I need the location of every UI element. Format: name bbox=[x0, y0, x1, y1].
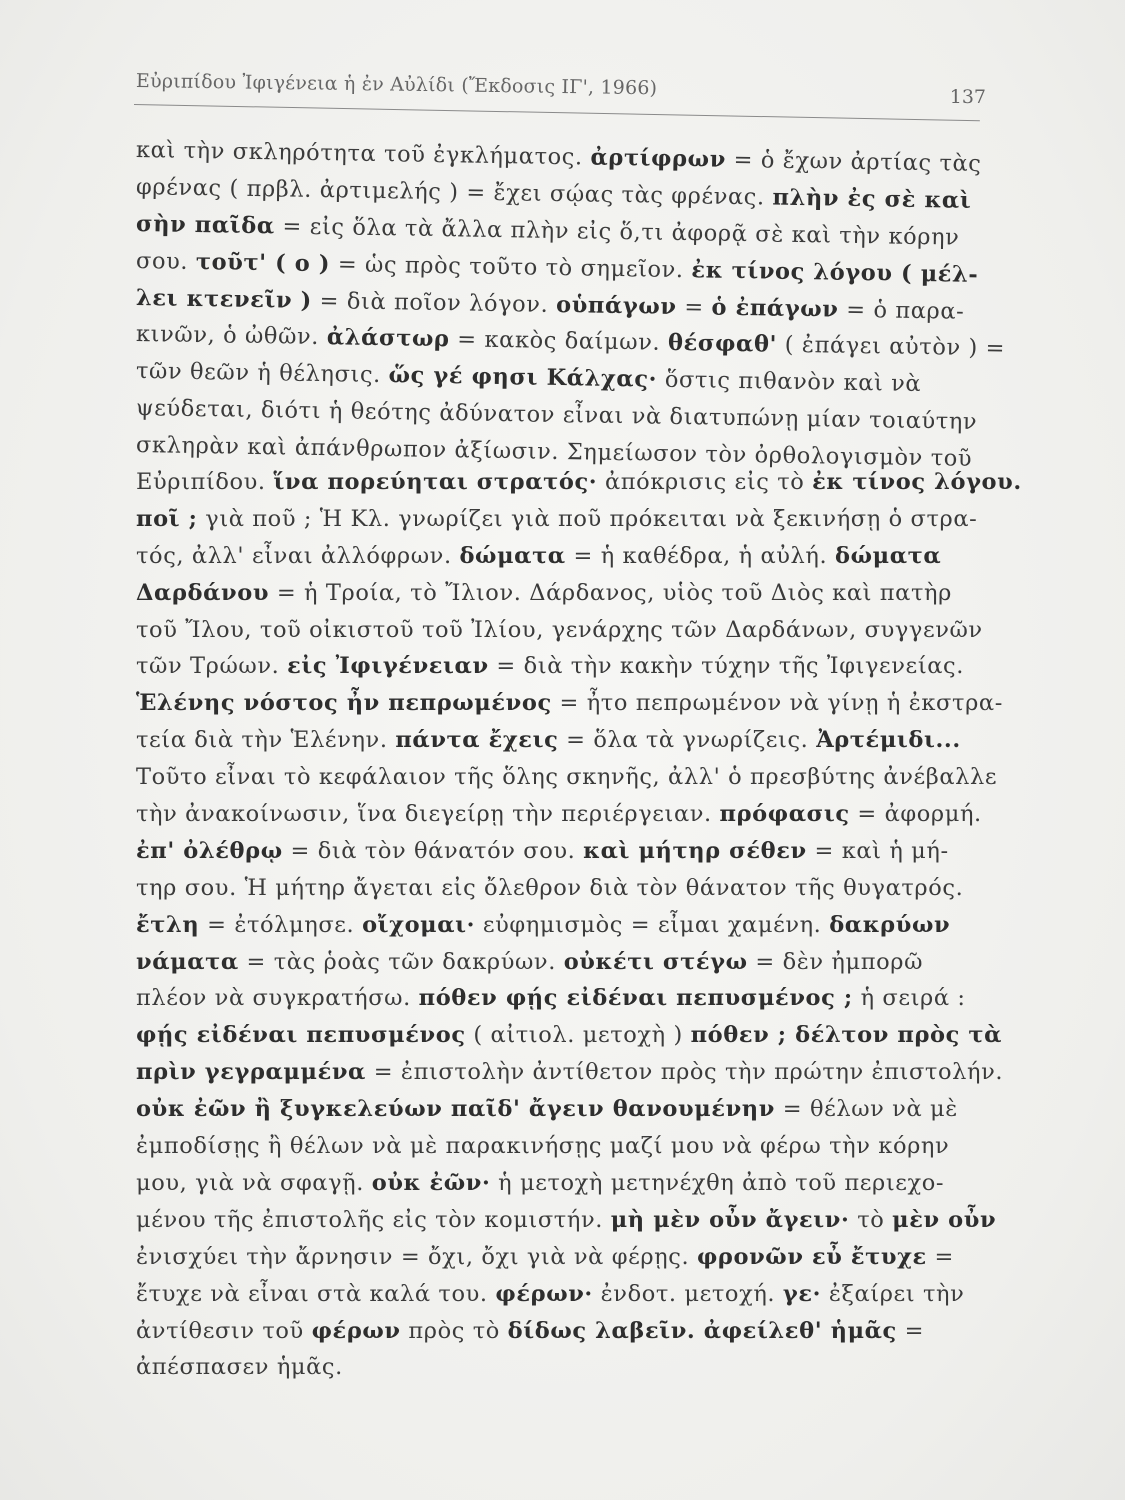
text-line bbox=[136, 1202, 997, 1239]
lemma: ὥς γέ φησι Κάλχας· bbox=[388, 362, 658, 393]
lemma: θέσφαθ' bbox=[667, 330, 778, 359]
lemma: οὑπάγων bbox=[555, 291, 677, 320]
gloss-text: = ἐτόλμησε. bbox=[199, 911, 363, 938]
gloss-text: = ἦτο πεπρωμένον νὰ γίνῃ ἡ ἐκστρα- bbox=[551, 690, 1003, 717]
gloss-text: σκληρὰν καὶ ἀπάνθρωπον ἀξίωσιν. Σημείωσον τὸν ὀρθολογισμὸν τοῦ bbox=[135, 432, 973, 472]
lemma: τοῦτ' ( ο ) bbox=[195, 248, 331, 277]
lemma: ἀλάστωρ bbox=[326, 324, 450, 353]
gloss-text: ἐνισχύει τὴν ἄρνησιν = ὄχι, ὄχι γιὰ νὰ φέρῃς. bbox=[136, 1243, 697, 1270]
lemma: ποῖ ; bbox=[136, 505, 198, 532]
lemma: μὲν οὖν bbox=[892, 1206, 997, 1233]
gloss-text: πρὸς τὸ bbox=[400, 1317, 508, 1344]
gloss-text: = διὰ τὸν θάνατόν σου. bbox=[282, 837, 584, 864]
lemma: φρονῶν εὖ ἔτυχε bbox=[696, 1243, 927, 1270]
lemma: ὁ ἐπάγων bbox=[711, 294, 839, 323]
gloss-text: = εἰς ὅλα τὰ ἄλλα πλὴν εἰς ὅ,τι ἀφορᾷ σὲ καὶ τὴν κόρην bbox=[274, 213, 960, 251]
gloss-text: γιὰ ποῦ ; Ἡ Κλ. γνωρίζει γιὰ ποῦ πρόκειται νὰ ξεκινήσῃ ὁ στρα- bbox=[197, 505, 978, 532]
gloss-text: τὸ bbox=[849, 1206, 893, 1233]
lemma: ἐκ τίνος λόγου. bbox=[812, 469, 1022, 496]
lemma: οὐκ ἐῶν· bbox=[371, 1169, 491, 1196]
lemma: νάματα bbox=[136, 948, 239, 975]
gloss-text: = διὰ τὴν κακὴν τύχην τῆς Ἰφιγενείας. bbox=[488, 653, 964, 680]
lemma: καὶ μήτηρ σέθεν bbox=[583, 837, 807, 864]
text-line bbox=[136, 1313, 970, 1350]
gloss-text: τῶν θεῶν ἡ θέλησις. bbox=[135, 358, 389, 389]
lemma: πόθεν ; δέλτον πρὸς τὰ bbox=[690, 1022, 1003, 1049]
gloss-text: = ὁ παρα- bbox=[838, 296, 965, 325]
gloss-text: ἡ μετοχὴ μετηνέχθη ἀπὸ τοῦ περιεχο- bbox=[490, 1169, 945, 1196]
gloss-text: = ὅλα τὰ γνωρίζεις. bbox=[558, 727, 817, 754]
lemma: Ἀρτέμιδι... bbox=[816, 727, 961, 754]
lemma: εἰς Ἰφιγένειαν bbox=[287, 653, 489, 680]
lemma: πρόφασις bbox=[719, 801, 850, 828]
running-head-title: Εὐριπίδου Ἰφιγένεια ἡ ἐν Αὐλίδι (Ἔκδοσις ΙΓ', 1966) bbox=[135, 70, 658, 100]
gloss-text: = κακὸς δαίμων. bbox=[449, 326, 669, 357]
page-number: 137 bbox=[949, 86, 986, 108]
gloss-text: σου. bbox=[135, 247, 197, 275]
gloss-text: ἀπέσπασεν ἡμᾶς. bbox=[136, 1354, 343, 1381]
text-line bbox=[136, 1017, 1003, 1054]
gloss-text: μου, γιὰ νὰ σφαγῇ. bbox=[136, 1169, 372, 1196]
text-line bbox=[136, 1239, 970, 1276]
lemma: μὴ μὲν οὖν ἄγειν· bbox=[610, 1206, 850, 1233]
gloss-text: = δὲν ἠμπορῶ bbox=[747, 948, 924, 975]
gloss-text: κινῶν, ὁ ὠθῶν. bbox=[135, 321, 328, 351]
text-line bbox=[136, 1091, 970, 1128]
gloss-text: = ἀφορμή. bbox=[849, 801, 982, 828]
lemma: δώματα bbox=[459, 542, 566, 569]
gloss-text: μένου τῆς ἐπιστολῆς εἰς τὸν κομιστήν. bbox=[136, 1206, 611, 1233]
lemma: οὐκ ἐῶν ἢ ξυγκελεύων παῖδ' ἄγειν θανουμένην bbox=[136, 1096, 775, 1123]
lemma: ἵνα πορεύηται στρατός· bbox=[273, 469, 598, 496]
gloss-text: = ἡ καθέδρα, ἡ αὐλή. bbox=[565, 542, 836, 569]
lemma: ἔτλη bbox=[136, 911, 200, 938]
lemma: δώματα bbox=[835, 542, 942, 569]
gloss-text: = διὰ ποῖον λόγον. bbox=[311, 287, 557, 318]
gloss-text: = bbox=[926, 1243, 955, 1270]
text-line bbox=[136, 685, 1003, 722]
text-line bbox=[136, 538, 970, 575]
gloss-text: Εὐριπίδου. bbox=[136, 469, 274, 496]
header-rule bbox=[134, 104, 980, 121]
lemma: σὴν παῖδα bbox=[135, 210, 276, 240]
gloss-text: καὶ τὴν σκληρότητα τοῦ ἐγκλήματος. bbox=[135, 137, 591, 171]
gloss-text: = bbox=[896, 1317, 925, 1344]
text-line bbox=[136, 833, 970, 870]
text-line bbox=[136, 575, 970, 612]
running-head bbox=[135, 64, 986, 108]
gloss-text: ὅστις πιθανὸν καὶ νὰ bbox=[656, 366, 922, 398]
gloss-text: = θέλων νὰ μὲ bbox=[774, 1096, 958, 1123]
gloss-text: ἀπόκρισις εἰς τὸ bbox=[597, 469, 813, 496]
gloss-text: = ἡ Τροία, τὸ Ἴλιον. Δάρδανος, υἱὸς τοῦ Διὸς καὶ πατὴρ bbox=[269, 579, 952, 606]
lemma: δακρύων bbox=[829, 911, 951, 938]
text-line bbox=[136, 501, 978, 538]
lemma: πόθεν φῄς εἰδέναι πεπυσμένος ; bbox=[418, 985, 853, 1012]
text-line bbox=[136, 980, 970, 1017]
gloss-text: = ὁ ἔχων ἀρτίας τὰς bbox=[725, 146, 982, 178]
text-line bbox=[136, 907, 970, 944]
gloss-text: = καὶ ἡ μή- bbox=[806, 837, 949, 864]
text-line bbox=[136, 944, 970, 981]
lemma: οὐκέτι στέγω bbox=[563, 948, 748, 975]
text-line bbox=[136, 870, 970, 907]
lemma: γε· bbox=[782, 1280, 822, 1307]
lemma: πλὴν ἐς σὲ καὶ bbox=[772, 184, 972, 214]
lemma: φέρων· bbox=[495, 1280, 593, 1307]
text-line bbox=[136, 1349, 970, 1386]
text-line bbox=[136, 1165, 970, 1202]
text-line bbox=[136, 648, 970, 685]
gloss-text: ἐνδοτ. μετοχή. bbox=[592, 1280, 783, 1307]
gloss-text: = ὡς πρὸς τοῦτο τὸ σημεῖον. bbox=[329, 250, 692, 283]
lemma: Ἑλένης νόστος ἦν πεπρωμένος bbox=[136, 690, 552, 717]
text-line bbox=[136, 759, 998, 796]
text-line bbox=[136, 1054, 1004, 1091]
gloss-text: Τοῦτο εἶναι τὸ κεφάλαιον τῆς ὅλης σκηνῆς, ἀλλ' ὁ πρεσβύτης ἀνέβαλλε bbox=[136, 764, 998, 791]
gloss-text: ( αἰτιολ. μετοχὴ ) bbox=[465, 1022, 691, 1049]
commentary-body bbox=[135, 132, 1022, 1386]
gloss-text: πλέον νὰ συγκρατήσω. bbox=[136, 985, 419, 1012]
text-line bbox=[136, 612, 983, 649]
text-line bbox=[136, 1128, 970, 1165]
gloss-text: = ἐπιστολὴν ἀντίθετον πρὸς τὴν πρώτην ἐπιστολήν. bbox=[365, 1059, 1004, 1086]
lemma: οἴχομαι· bbox=[362, 911, 476, 938]
gloss-text: ἐμποδίσῃς ἢ θέλων νὰ μὲ παρακινήσῃς μαζί μου νὰ φέρω τὴν κόρην bbox=[136, 1133, 950, 1160]
gloss-text: ἀντίθεσιν τοῦ bbox=[136, 1317, 312, 1344]
gloss-text: ( ἐπάγει αὐτὸν ) = bbox=[776, 332, 1006, 362]
gloss-text: εὐφημισμὸς = εἶμαι χαμένη. bbox=[475, 911, 830, 938]
gloss-text: ἐξαίρει τὴν bbox=[821, 1280, 965, 1307]
gloss-text: τός, ἀλλ' εἶναι ἀλλόφρων. bbox=[136, 542, 460, 569]
lemma: πρὶν γεγραμμένα bbox=[136, 1059, 366, 1086]
lemma: λει κτενεῖν ) bbox=[135, 284, 313, 314]
gloss-text: ἡ σειρά : bbox=[852, 985, 966, 1012]
gloss-text: = τὰς ῥοὰς τῶν δακρύων. bbox=[238, 948, 564, 975]
gloss-text: τοῦ Ἴλου, τοῦ οἰκιστοῦ τοῦ Ἰλίου, γενάρχης τῶν Δαρδάνων, συγγενῶν bbox=[136, 616, 983, 643]
gloss-text: φρένας ( πρβλ. ἀρτιμελής ) = ἔχει σῴας τὰς φρένας. bbox=[135, 173, 773, 211]
lemma: πάντα ἔχεις bbox=[395, 727, 559, 754]
gloss-text: = bbox=[676, 293, 712, 321]
lemma: φέρων bbox=[311, 1317, 401, 1344]
text-line bbox=[136, 1276, 970, 1313]
gloss-text: τηρ σου. Ἡ μήτηρ ἄγεται εἰς ὄλεθρον διὰ τὸν θάνατον τῆς θυγατρός. bbox=[136, 874, 964, 901]
lemma: Δαρδάνου bbox=[136, 579, 270, 606]
lemma: ἐπ' ὀλέθρῳ bbox=[136, 837, 283, 864]
gloss-text: τεία διὰ τὴν Ἑλένην. bbox=[136, 727, 396, 754]
text-line bbox=[136, 796, 982, 833]
gloss-text: τὴν ἀνακοίνωσιν, ἵνα διεγείρῃ τὴν περιέργειαν. bbox=[136, 801, 720, 828]
lemma: ἀρτίφρων bbox=[590, 144, 727, 173]
lemma: φῄς εἰδέναι πεπυσμένος bbox=[136, 1022, 466, 1049]
text-line bbox=[136, 722, 970, 759]
lemma: δίδως λαβεῖν. ἀφείλεθ' ἡμᾶς bbox=[507, 1317, 897, 1344]
gloss-text: ψεύδεται, διότι ἡ θεότης ἀδύνατον εἶναι νὰ διατυπώνῃ μίαν τοιαύτην bbox=[135, 395, 978, 436]
lemma: ἐκ τίνος λόγου ( μέλ- bbox=[691, 256, 979, 288]
gloss-text: ἔτυχε νὰ εἶναι στὰ καλά του. bbox=[136, 1280, 496, 1307]
gloss-text: τῶν Τρώων. bbox=[136, 653, 288, 680]
